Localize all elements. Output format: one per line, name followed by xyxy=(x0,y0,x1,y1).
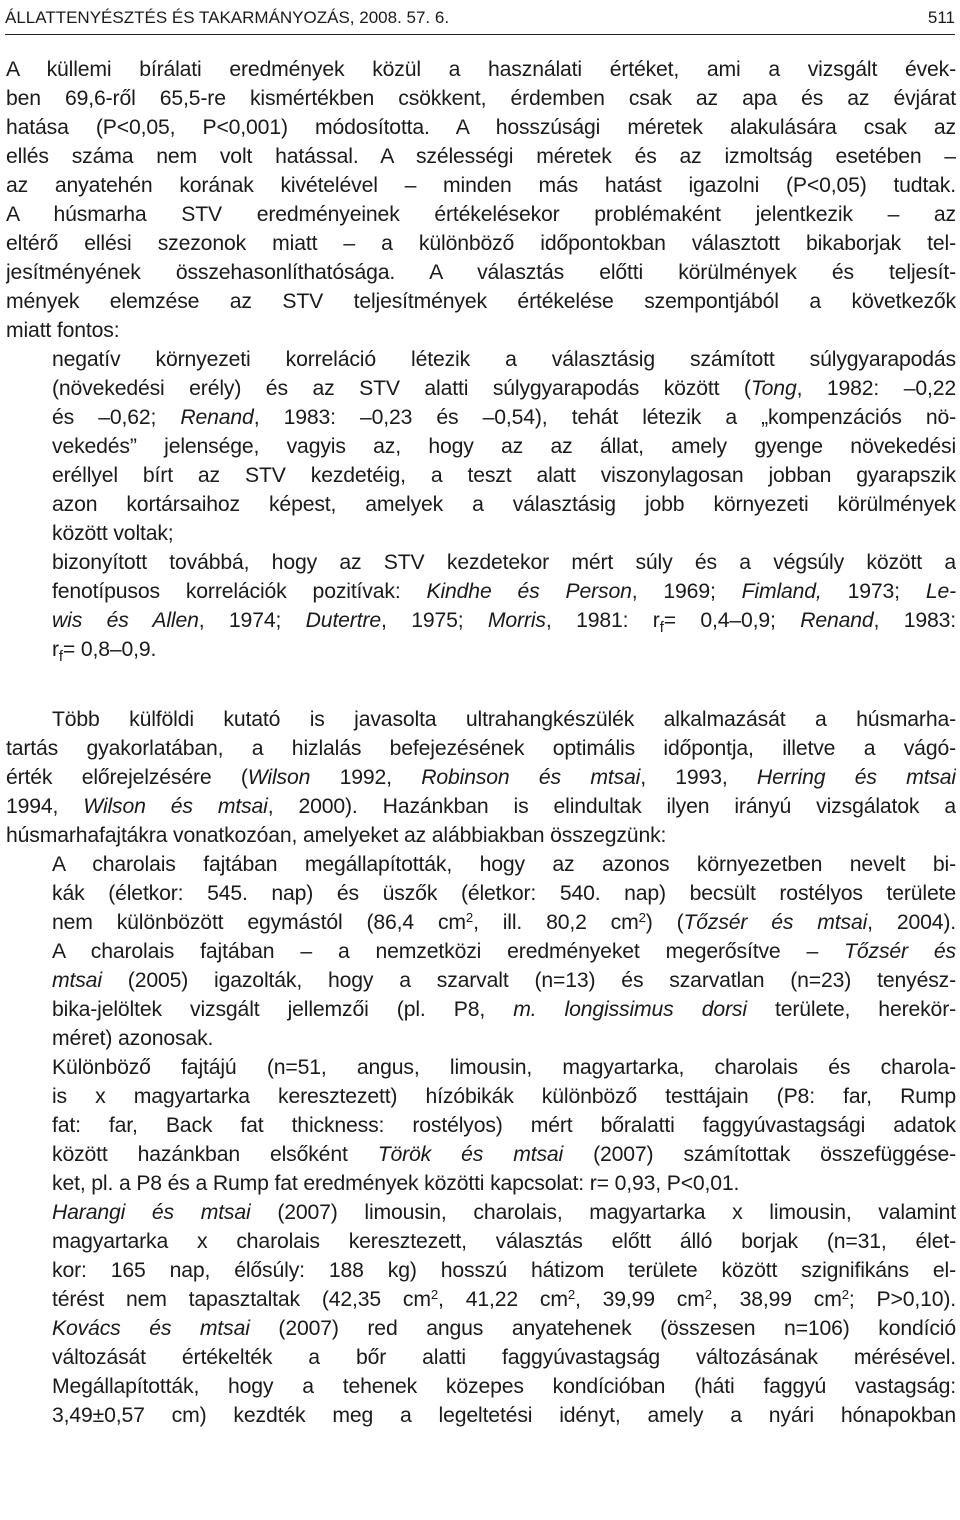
text-line: méret) azonosak. xyxy=(52,1027,214,1050)
text-line: miatt fontos: xyxy=(6,319,120,342)
list-item-line: – A charolais fajtában megállapították, hogy az azonos környezetben nevelt bi- xyxy=(6,850,956,879)
list-item-line: – bizonyított továbbá, hogy az STV kezdetekor mért súly és a végsúly között a xyxy=(6,548,956,577)
text-line: is x magyartarka keresztezett) hízóbikák különböző testtájain (P8: far, Rump xyxy=(52,1085,956,1108)
text-line: azon kortársaihoz képest, amelyek a választásig jobb környezeti körülmények xyxy=(52,493,956,516)
text-line: hatása (P<0,05, P<0,001) módosította. A hosszúsági méretek alakulására csak az xyxy=(6,116,956,139)
list-item-line: – Különböző fajtájú (n=51, angus, limousin, magyartarka, charolais és charola- xyxy=(6,1053,956,1082)
text-line: érték előrejelzésére (Wilson 1992, Robinson és mtsai, 1993, Herring és mtsai xyxy=(6,766,956,789)
text-line: eréllyel bírt az STV kezdetéig, a teszt alatt viszonylagosan jobban gyarapszik xyxy=(52,464,956,487)
text-line: kor: 165 nap, élősúly: 188 kg) hosszú hátizom területe között szignifikáns el- xyxy=(52,1259,956,1282)
running-header xyxy=(5,8,955,35)
text-line: tartás gyakorlatában, a hizlalás befejezésének optimális időpontja, illetve a vágó- xyxy=(6,737,956,760)
text-line: mények elemzése az STV teljesítmények értékelése szempontjából a következők xyxy=(6,290,956,313)
text-line: Több külföldi kutató is javasolta ultrahangkészülék alkalmazását a húsmarha- xyxy=(52,708,956,731)
text-line: kák (életkor: 545. nap) és üszők (életkor: 540. nap) becsült rostélyos területe xyxy=(52,882,956,905)
text-line: A küllemi bírálati eredmények közül a használati értéket, ami a vizsgált évek- xyxy=(6,58,956,81)
text-line: wis és Allen, 1974; Dutertre, 1975; Morris, 1981: $r_f= 0,4-0,9$; Renand, 1983: xyxy=(52,609,956,635)
text-line: között voltak; xyxy=(52,522,174,545)
text-line: $r_f= 0,8-0,9$. xyxy=(52,638,157,664)
text-line: eltérő ellési szezonok miatt – a különböző időpontokban választott bikaborjak tel- xyxy=(6,232,956,255)
text-line: és –0,62; Renand, 1983: –0,23 és –0,54), tehát létezik a „kompenzációs nö- xyxy=(52,406,956,429)
text-line: fenotípusos korrelációk pozitívak: Kindhe és Person, 1969; Fimland, 1973; Le- xyxy=(52,580,956,603)
text-line: A húsmarha STV eredményeinek értékelésekor problémaként jelentkezik – az xyxy=(6,203,956,226)
text-line: (növekedési erély) és az STV alatti súlygyarapodás között (Tong, 1982: –0,22 xyxy=(52,377,956,400)
text-line: az anyatehén korának kivételével – minden más hatást igazolni (P<0,05) tudtak. xyxy=(6,174,956,197)
text-line: ket, pl. a P8 és a Rump fat eredmények közötti kapcsolat: r= 0,93, P<0,01. xyxy=(52,1172,740,1195)
text-line: bika-jelöltek vizsgált jellemzői (pl. P8, m. longissimus dorsi területe, herekör- xyxy=(52,998,956,1021)
list-item-line: – negatív környezeti korreláció létezik a választásig számított súlygyarapodás xyxy=(6,345,956,374)
body-text xyxy=(6,55,956,1430)
text-line: magyartarka x charolais keresztezett, választás előtt álló borjak (n=31, élet- xyxy=(52,1230,956,1253)
list-item-line: – Harangi és mtsai (2007) limousin, charolais, magyartarka x limousin, valamint xyxy=(6,1198,956,1227)
text-line: nem különbözött egymástól (86,4 $cm^2$, ill. 80,2 $cm^2$) (Tőzsér és mtsai, 2004). xyxy=(52,909,956,934)
text-line: 3,49±0,57 cm) kezdték meg a legeltetési idényt, amely a nyári hónapokban xyxy=(52,1404,956,1427)
text-line: változását értékelték a bőr alatti faggyúvastagság változásának mérésével. xyxy=(52,1346,956,1369)
text-line: ben 69,6-ről 65,5-re kismértékben csökkent, érdemben csak az apa és az évjárat xyxy=(6,87,956,110)
text-line: mtsai (2005) igazolták, hogy a szarvalt (n=13) és szarvatlan (n=23) tenyész- xyxy=(52,969,956,992)
list-item-line: – Kovács és mtsai (2007) red angus anyatehenek (összesen n=106) kondíció xyxy=(6,1314,956,1343)
text-line: húsmarhafajtákra vonatkozóan, amelyeket az alábbiakban összegzünk: xyxy=(6,824,667,847)
text-line: vekedés” jelensége, vagyis az, hogy az az állat, amely gyenge növekedési xyxy=(52,435,956,458)
paragraph-gap xyxy=(6,664,956,705)
page-number: 511 xyxy=(927,8,955,27)
list-item-line: – A charolais fajtában – a nemzetközi eredményeket megerősítve – Tőzsér és xyxy=(6,937,956,966)
text-line: fat: far, Back fat thickness: rostélyos) mért bőralatti faggyúvastagsági adatok xyxy=(52,1114,956,1137)
text-line: jesítményének összehasonlíthatósága. A választás előtti körülmények és teljesít- xyxy=(6,261,956,284)
text-line: térést nem tapasztaltak (42,35 $cm^2$, 41,22 $cm^2$, 39,99 $cm^2$, 38,99 $cm^2$; P>0,10). xyxy=(52,1286,956,1311)
text-line: 1994, Wilson és mtsai, 2000). Hazánkban is elindultak ilyen irányú vizsgálatok a xyxy=(6,795,956,818)
journal-title: ÁLLATTENYÉSZTÉS ÉS TAKARMÁNYOZÁS, 2008. 57. 6. xyxy=(5,8,450,27)
text-line: között hazánkban elsőként Török és mtsai (2007) számítottak összefüggése- xyxy=(52,1143,956,1166)
text-line: ellés száma nem volt hatással. A szélességi méretek és az izmoltság esetében – xyxy=(6,145,956,168)
text-line: Megállapították, hogy a tehenek közepes kondícióban (háti faggyú vastagság: xyxy=(52,1375,956,1398)
